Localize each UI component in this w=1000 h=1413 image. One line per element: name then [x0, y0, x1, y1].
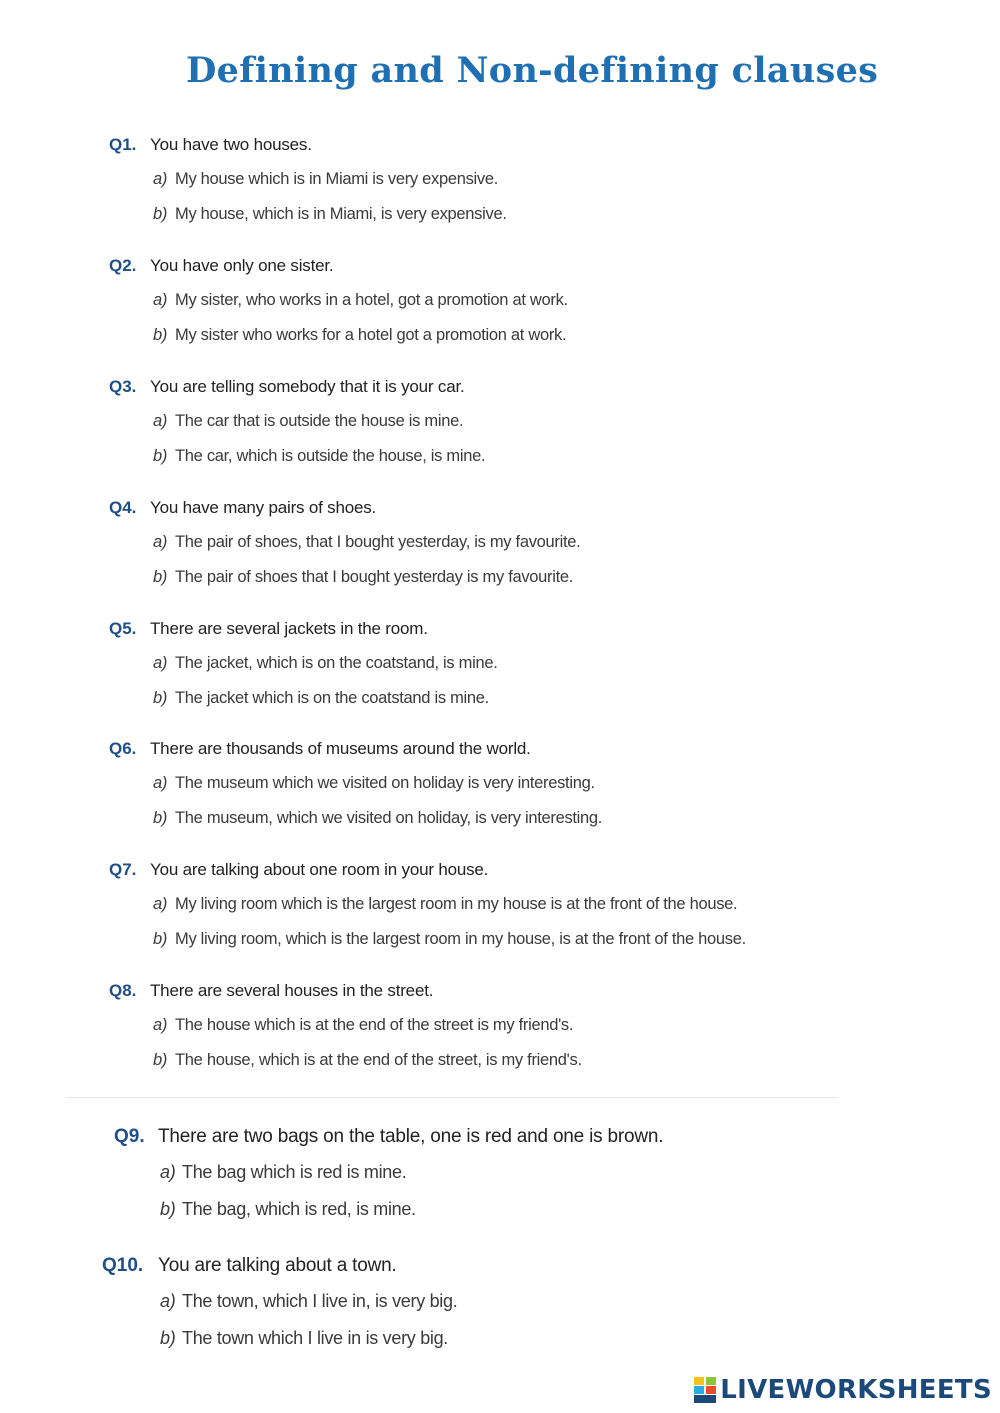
question-prompt: There are two bags on the table, one is red and one is brown. — [158, 1126, 664, 1147]
question-number: Q8. — [109, 981, 137, 1000]
option-a[interactable]: a) The jacket, which is on the coatstand, is mine. — [153, 654, 498, 672]
question-number: Q7. — [109, 860, 137, 879]
option-b[interactable]: b) My house, which is in Miami, is very expensive. — [153, 205, 507, 223]
option-a[interactable]: a) The town, which I live in, is very big. — [160, 1291, 458, 1311]
question-prompt: There are several houses in the street. — [150, 981, 434, 1000]
question-prompt: There are thousands of museums around the world. — [150, 739, 531, 758]
option-b[interactable]: b) The bag, which is red, is mine. — [160, 1199, 416, 1219]
question-number: Q5. — [109, 619, 137, 638]
section-divider — [66, 1097, 838, 1098]
option-a[interactable]: a) The car that is outside the house is mine. — [153, 412, 464, 430]
option-b[interactable]: b) The pair of shoes that I bought yesterday is my favourite. — [153, 568, 574, 586]
option-a[interactable]: a) The pair of shoes, that I bought yesterday, is my favourite. — [153, 533, 581, 551]
question-number: Q6. — [109, 739, 137, 758]
question-prompt: You are talking about a town. — [158, 1255, 397, 1276]
option-a[interactable]: a) The house which is at the end of the street is my friend's. — [153, 1016, 574, 1034]
question-number: Q9. — [114, 1126, 145, 1147]
option-b[interactable]: b) The car, which is outside the house, is mine. — [153, 447, 486, 465]
question-prompt: You are talking about one room in your house. — [150, 860, 489, 879]
option-a[interactable]: a) The museum which we visited on holiday is very interesting. — [153, 774, 595, 792]
option-a[interactable]: a) The bag which is red is mine. — [160, 1162, 407, 1182]
option-b[interactable]: b) The museum, which we visited on holiday, is very interesting. — [153, 809, 603, 827]
option-a[interactable]: a) My sister, who works in a hotel, got a promotion at work. — [153, 291, 568, 309]
liveworksheets-logo — [694, 1375, 992, 1405]
question-prompt: You have two houses. — [150, 135, 312, 154]
question-prompt: You have many pairs of shoes. — [150, 498, 377, 517]
question-prompt: You are telling somebody that it is your car. — [150, 377, 465, 396]
option-b[interactable]: b) My sister who works for a hotel got a promotion at work. — [153, 326, 567, 344]
page-title: Defining and Non-defining clauses — [186, 50, 879, 91]
option-b[interactable]: b) The house, which is at the end of the street, is my friend's. — [153, 1051, 582, 1069]
option-b[interactable]: b) The jacket which is on the coatstand is mine. — [153, 689, 489, 707]
question-number: Q1. — [109, 135, 137, 154]
question-number: Q2. — [109, 256, 137, 275]
option-a[interactable]: a) My living room which is the largest room in my house is at the front of the house. — [153, 895, 738, 913]
liveworksheets-icon — [694, 1377, 716, 1403]
option-a[interactable]: a) My house which is in Miami is very expensive. — [153, 170, 499, 188]
question-number: Q3. — [109, 377, 137, 396]
question-prompt: You have only one sister. — [150, 256, 334, 275]
option-b[interactable]: b) The town which I live in is very big. — [160, 1328, 449, 1348]
question-prompt: There are several jackets in the room. — [150, 619, 428, 638]
question-number: Q4. — [109, 498, 137, 517]
brand-text: LIVEWORKSHEETS — [720, 1375, 992, 1405]
question-number: Q10. — [102, 1255, 144, 1276]
option-b[interactable]: b) My living room, which is the largest room in my house, is at the front of the house. — [153, 930, 746, 948]
